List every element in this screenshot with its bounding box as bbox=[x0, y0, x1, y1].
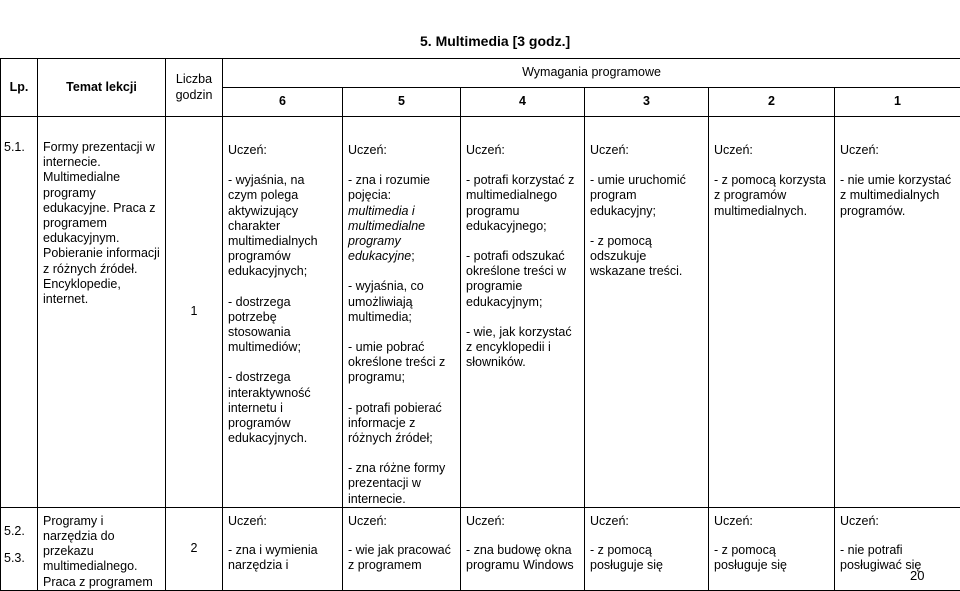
row1-hours: 1 bbox=[166, 117, 223, 508]
row1-level1: Uczeń: - nie umie korzystać z multimedialnych programów. bbox=[835, 117, 960, 508]
header-row-1 bbox=[1, 59, 960, 88]
row1-level2: Uczeń: - z pomocą korzysta z programów multimedialnych. bbox=[709, 117, 835, 508]
level-header-3: 3 bbox=[585, 88, 709, 117]
section-title: 5. Multimedia [3 godz.] bbox=[420, 33, 570, 49]
row1-level3: Uczeń: - umie uruchomić program edukacyjny; - z pomocą odszukuje wskazane treści. bbox=[585, 117, 709, 508]
row2-level2: Uczeń: - z pomocą posługuje się bbox=[709, 507, 835, 590]
row2-hours: 2 bbox=[166, 507, 223, 590]
page-number: 20 bbox=[910, 568, 924, 583]
level-header-5: 5 bbox=[343, 88, 461, 117]
header-lp: Lp. bbox=[1, 59, 38, 117]
requirements-table bbox=[0, 58, 960, 591]
level-header-6: 6 bbox=[223, 88, 343, 117]
row1-topic: Formy prezentacji w internecie. Multimedialne programy edukacyjne. Praca z programem edukacyjnym. Pobieranie informacji z różnych źródeł. Encyklopedie, internet. bbox=[38, 117, 166, 508]
row1-lp: 5.1. bbox=[1, 117, 38, 508]
table-row-5-1 bbox=[1, 117, 960, 508]
row2-level4: Uczeń: - zna budowę okna programu Windows bbox=[461, 507, 585, 590]
level-header-1: 1 bbox=[835, 88, 960, 117]
row1-level4: Uczeń: - potrafi korzystać z multimedialnego programu edukacyjnego; - potrafi odszukać określone treści w programie edukacyjnym; - wie, jak korzystać z encyklopedii i słowników. bbox=[461, 117, 585, 508]
level-header-4: 4 bbox=[461, 88, 585, 117]
header-topic: Temat lekcji bbox=[38, 59, 166, 117]
row2-level3: Uczeń: - z pomocą posługuje się bbox=[585, 507, 709, 590]
row2-lp: 5.2. 5.3. bbox=[1, 507, 38, 590]
row2-level6: Uczeń: - zna i wymienia narzędzia i bbox=[223, 507, 343, 590]
header-requirements: Wymagania programowe bbox=[223, 59, 960, 88]
row2-level5: Uczeń: - wie jak pracować z programem bbox=[343, 507, 461, 590]
table-row-5-2 bbox=[1, 507, 960, 590]
row1-level6: Uczeń: - wyjaśnia, na czym polega aktywizujący charakter multimedialnych programów edukacyjnych; - dostrzega potrzebę stosowania multimediów; - dostrzega interaktywność internetu i programów edukacyjnych. bbox=[223, 117, 343, 508]
header-hours: Liczba godzin bbox=[166, 59, 223, 117]
row1-level5: Uczeń: - zna i rozumie pojęcia: multimedia i multimedialne programy edukacyjne; - wyjaśnia, co umożliwiają multimedia; - umie pobrać określone treści z programu; - potrafi pobierać informacje z różnych źródeł; - zna różne formy prezentacji w internecie. bbox=[343, 117, 461, 508]
level-header-2: 2 bbox=[709, 88, 835, 117]
row2-level1: Uczeń: - nie potrafi posługiwać się bbox=[835, 507, 960, 590]
row2-topic: Programy i narzędzia do przekazu multimedialnego. Praca z programem bbox=[38, 507, 166, 590]
